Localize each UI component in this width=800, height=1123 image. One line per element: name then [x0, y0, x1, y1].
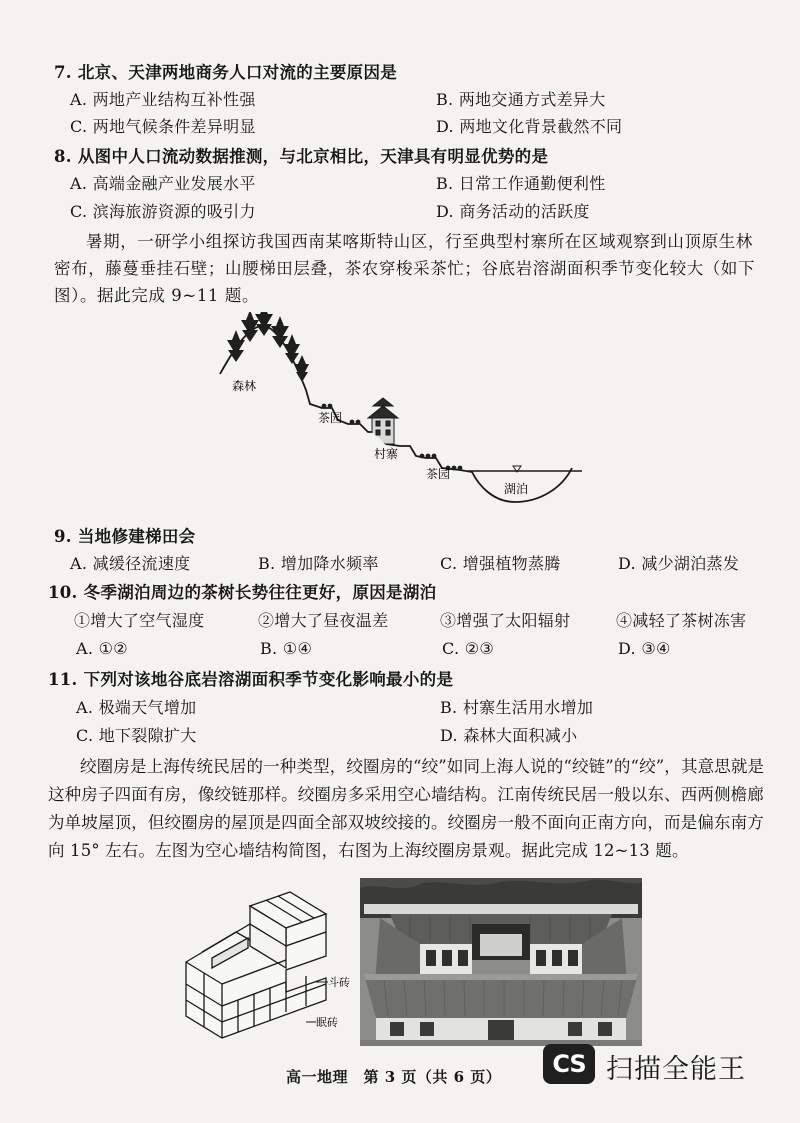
brick-wall-drawing [186, 892, 326, 1038]
label-tea-garden-upper: 茶园 [318, 411, 343, 425]
label-tea-garden-lower: 茶园 [426, 467, 451, 481]
page-footer: 高一地理 第 3 页（共 6 页） [286, 1068, 502, 1086]
question-11-option-a: A. 极端天气增加 [76, 698, 197, 717]
question-11-stem: 11. 下列对该地谷底岩溶湖面积季节变化影响最小的是 [48, 670, 454, 689]
forest-trees-icon [227, 312, 309, 382]
label-standing-brick: 斗砖 [328, 976, 350, 989]
question-10-statement-4: ④减轻了茶树冻害 [616, 611, 747, 630]
label-forest: 森林 [232, 379, 257, 393]
question-10-option-d: D. ③④ [618, 639, 671, 658]
question-10-option-c: C. ②③ [442, 639, 495, 658]
label-lying-brick: 眠砖 [316, 1016, 338, 1029]
question-9-option-a: A. 减缓径流速度 [70, 554, 191, 573]
camscanner-watermark-text: 扫描全能王 [606, 1054, 746, 1085]
question-10-statement-2: ②增大了昼夜温差 [258, 611, 389, 630]
passage-1-line-1: 暑期，一研学小组探访我国西南某喀斯特山区，行至典型村寨所在区域观察到山顶原生林 [86, 232, 753, 251]
karst-valley-diagram [210, 312, 600, 512]
passage-2-line-4: 向 15° 左右。左图为空心墙结构简图，右图为上海绞圈房景观。据此完成 12~13 题。 [48, 841, 689, 860]
camscanner-logo-icon: CS [543, 1044, 595, 1084]
passage-2-line-1: 绞圈房是上海传统民居的一种类型，绞圈房的“绞”如同上海人说的“绞链”的“绞”，其意思就是 [80, 757, 765, 776]
question-9-option-c: C. 增强植物蒸腾 [440, 554, 561, 573]
question-10-stem: 10. 冬季湖泊周边的茶树长势往往更好，原因是湖泊 [48, 583, 437, 602]
question-7-option-a: A. 两地产业结构互补性强 [70, 90, 256, 109]
question-7-stem: 7. 北京、天津两地商务人口对流的主要原因是 [54, 63, 398, 82]
question-8-option-d: D. 商务活动的活跃度 [436, 202, 590, 221]
hollow-wall-diagram [166, 884, 366, 1054]
question-7-option-d: D. 两地文化背景截然不同 [436, 117, 623, 136]
question-8-stem: 8. 从图中人口流动数据推测，与北京相比，天津具有明显优势的是 [54, 147, 549, 166]
question-10-option-b: B. ①④ [260, 639, 313, 658]
label-lake: 湖泊 [504, 482, 529, 496]
question-10-statement-3: ③增强了太阳辐射 [440, 611, 571, 630]
question-10-statement-1: ①增大了空气湿度 [74, 611, 205, 630]
question-9-option-b: B. 增加降水频率 [258, 554, 379, 573]
passage-1-line-3: 图）。据此完成 9~11 题。 [54, 286, 260, 305]
passage-2-line-3: 为单坡屋顶，但绞圈房的屋顶是四面全部双坡绞接的。绞圈房一般不面向正南方向，而是偏东南方 [48, 813, 764, 832]
question-9-stem: 9. 当地修建梯田会 [54, 527, 196, 546]
question-11-option-c: C. 地下裂隙扩大 [76, 726, 197, 745]
question-11-option-b: B. 村寨生活用水增加 [440, 698, 594, 717]
question-11-option-d: D. 森林大面积减小 [440, 726, 578, 745]
question-7-option-c: C. 两地气候条件差异明显 [70, 117, 256, 136]
question-10-option-a: A. ①② [76, 639, 128, 658]
question-7-option-b: B. 两地交通方式差异大 [436, 90, 606, 109]
terrain-profile [220, 326, 572, 502]
passage-1-line-2: 密布，藤蔓垂挂石壁；山腰梯田层叠，茶农穿梭采茶忙；谷底岩溶湖面积季节变化较大（如下 [54, 259, 756, 278]
question-8-option-a: A. 高端金融产业发展水平 [70, 174, 256, 193]
question-8-option-c: C. 滨海旅游资源的吸引力 [70, 202, 256, 221]
jiaoquan-house-photo [360, 878, 642, 1046]
village-house-icon [368, 398, 398, 444]
question-8-option-b: B. 日常工作通勤便利性 [436, 174, 606, 193]
passage-2-line-2: 这种房子四面有房，像绞链那样。绞圈房多采用空心墙结构。江南传统民居一般以东、西两侧檐廊 [48, 785, 764, 804]
question-9-option-d: D. 减少湖泊蒸发 [618, 554, 740, 573]
label-village: 村寨 [374, 447, 399, 461]
